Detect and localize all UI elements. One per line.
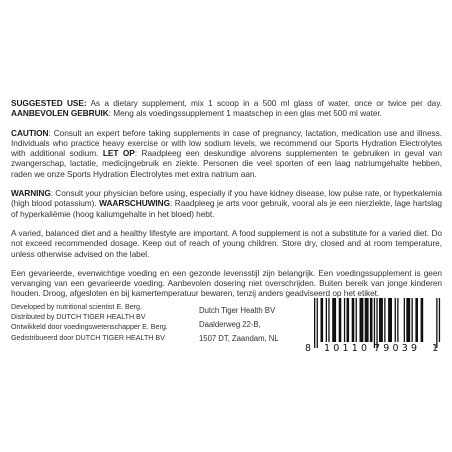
credit-line: Developed by nutritional scientist E. Berg. [11, 302, 142, 311]
suggested-use-section [11, 98, 442, 119]
barcode-bar [321, 298, 324, 342]
suggested-use-heading-nl: AANBEVOLEN GEBRUIK [11, 108, 109, 119]
barcode-bar [332, 298, 336, 342]
general-info-nl: Een gevarieerde, evenwichtige voeding en een gezonde levensstijl zijn belangrijk. Een voedingssupplement is geen vervanging van een gevarieerde voeding. Aanbevolen dosering niet overschrijden. Buiten bereik van jonge kinderen houden. Droog, afgesloten en bij kamertemperatuur bewaren, tenzij anders geadviseerd op het etiket. [11, 267, 442, 299]
barcode-bar [439, 298, 440, 342]
barcode-bar [404, 298, 405, 342]
barcode-lead-digit: 8 [305, 343, 311, 354]
suggested-use-text-nl: : Meng als voedingssupplement 1 maatschep in een glas met 500 ml water. [108, 108, 382, 119]
warning-text-nl: : Raadpleeg je arts voor gebruik, vooral als je een nierziekte, lage hartslag of hyperkaliëmie (hoog kaliumgehalte in het bloed) hebt. [11, 198, 442, 219]
barcode-bar [384, 298, 385, 342]
barcode-bar [397, 298, 398, 342]
caution-section [11, 128, 442, 179]
warning-heading-en: WARNING [11, 188, 51, 199]
caution-heading-nl: LET OP [102, 148, 135, 159]
barcode-bar [415, 298, 418, 342]
label-footer [11, 302, 442, 362]
barcode-check-digit: 1 [432, 343, 438, 354]
company-address [199, 304, 279, 346]
barcode-bar [352, 298, 355, 342]
caution-text-en: : Consult an expert before taking supplements in case of pregnancy, lactation, medication use and illness. Individuals who practice heavy exercise or with low sodium levels, we recommend our Sports Hydration Electrolytes with additional sodium. [11, 127, 442, 159]
address-line: Daalderweg 22-B, [199, 320, 261, 329]
barcode-bar [412, 298, 413, 342]
warning-heading-nl: WAARSCHUWING [99, 198, 171, 209]
barcode-digits [305, 344, 443, 356]
address-line: Dutch Tiger Health BV [199, 306, 276, 315]
barcode-bar [365, 298, 369, 342]
barcode-bar [339, 298, 342, 342]
barcode-bar [406, 298, 410, 342]
barcode-bar [314, 298, 315, 348]
barcode-bar [379, 298, 383, 342]
barcode-bars [305, 298, 443, 348]
barcode-bar [388, 298, 392, 342]
barcode-bar [374, 298, 375, 348]
ean-barcode [305, 298, 443, 358]
barcode-bar [360, 298, 364, 342]
barcode-bar [421, 298, 424, 342]
credit-line: Ontwikkeld door voedingswetenschapper E. Berg. [11, 322, 168, 332]
suggested-use-heading-en: SUGGESTED USE: [11, 98, 87, 108]
address-line: 1507 DT, Zaandam, NL [199, 334, 279, 343]
general-info-en: A varied, balanced diet and a healthy lifestyle are important. A food supplement is not a substitute for a varied diet. Do not exceed recommended dosage. Keep out of reach of young children. Store dry, closed and at room temperature, unless otherwise advised on the label. [11, 227, 442, 259]
barcode-bar [370, 298, 373, 342]
credit-line: Distributed by DUTCH TIGER HEALTH BV [11, 312, 146, 322]
suggested-use-text-en: As a dietary supplement, mix 1 scoop in a 500 ml glass of water, once or twice per day. [90, 98, 442, 108]
barcode-bar [376, 298, 377, 348]
barcode-left-group: 10110 [324, 343, 371, 354]
barcode-bar [328, 298, 329, 342]
barcode-bar [317, 298, 318, 348]
warning-text-en: : Consult your physician before using, especially if you have kidney disease, low pulse rate, or hyperkalemia (high blood potassium). [11, 188, 442, 209]
barcode-bar [436, 298, 437, 348]
caution-heading-en: CAUTION [11, 127, 49, 138]
barcode-bar [395, 298, 396, 342]
caution-text-nl: : Raadpleeg een deskundige alvorens supplementen te gebruiken in geval van zwangerschap, lactatie, medicijngebruik en ziekte. Personen die veel sporten of een laag natriumgehalte hebben, raden we onze Sports Hydration Electrolytes met extra natrium aan. [11, 148, 442, 179]
warning-section [11, 188, 442, 219]
credit-line: Gedistribueerd door DUTCH TIGER HEALTH BV [11, 332, 165, 342]
barcode-right-group: 79039 [374, 343, 421, 354]
barcode-bar [344, 298, 345, 342]
credits [11, 302, 168, 343]
barcode-bar [356, 298, 357, 342]
barcode-bar [326, 298, 327, 342]
barcode-bar [347, 298, 350, 342]
